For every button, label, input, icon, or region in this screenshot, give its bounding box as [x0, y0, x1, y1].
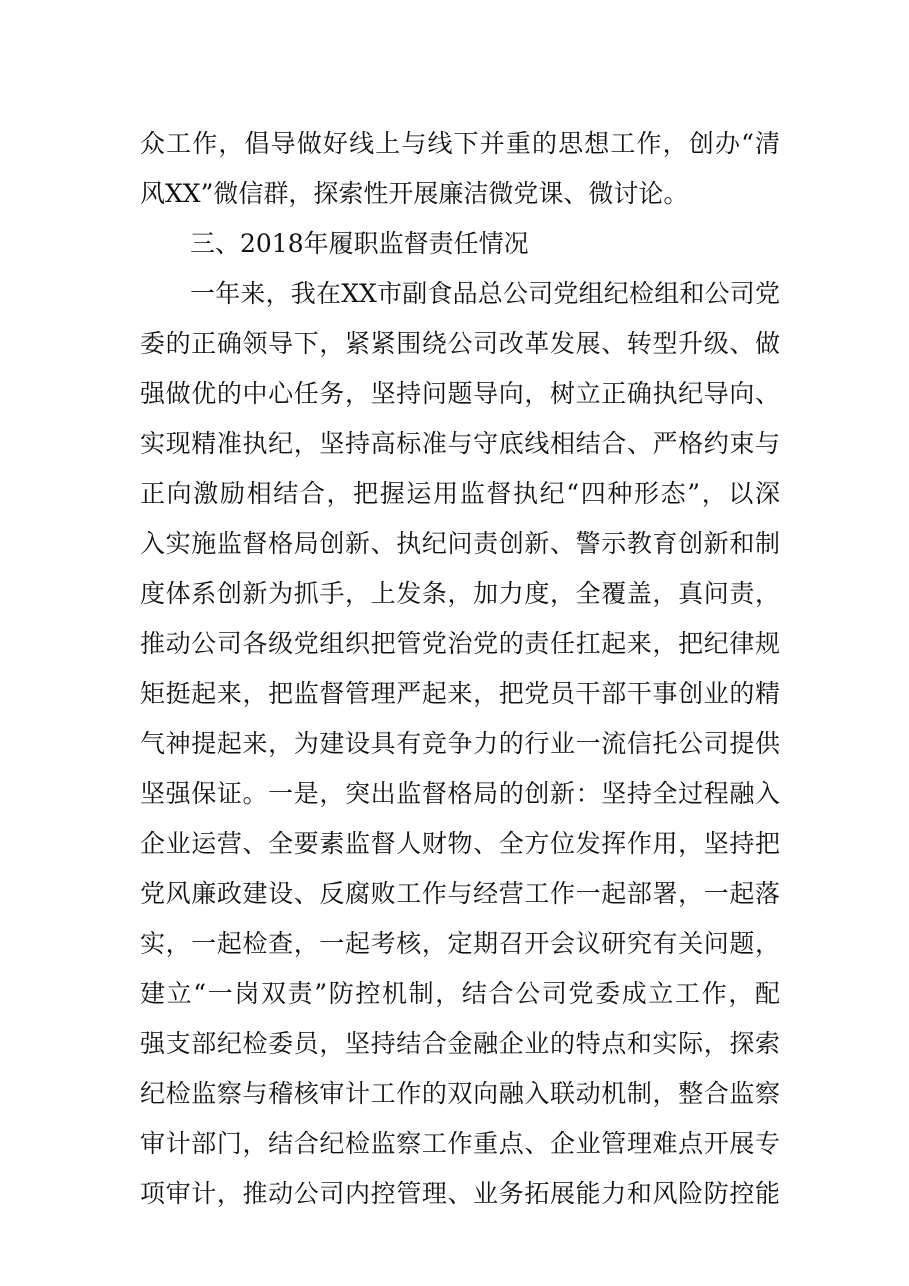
text-line: 气神提起来，为建设具有竞争力的行业一流信托公司提供: [140, 729, 780, 758]
text-line: 风XX”微信群，探索性开展廉洁微党课、微讨论。: [140, 179, 689, 208]
text-line: 党风廉政建设、反腐败工作与经营工作一起部署，一起落: [140, 879, 780, 908]
text-line: 正向激励相结合，把握运用监督执纪“四种形态”，以深: [140, 479, 780, 508]
text-line: 度体系创新为抓手，上发条，加力度，全覆盖，真问责，: [140, 579, 780, 608]
section-heading: 三、2018年履职监督责任情况: [190, 229, 529, 258]
text-line: 众工作，倡导做好线上与线下并重的思想工作，创办“清: [140, 129, 780, 158]
text-line: 实，一起检查，一起考核，定期召开会议研究有关问题，: [140, 929, 780, 958]
text-line: 推动公司各级党组织把管党治党的责任扛起来，把纪律规: [140, 629, 780, 658]
text-line: 矩挺起来，把监督管理严起来，把党员干部干事创业的精: [140, 679, 780, 708]
text-line: 纪检监察与稽核审计工作的双向融入联动机制，整合监察: [140, 1079, 780, 1108]
text-line: 审计部门，结合纪检监察工作重点、企业管理难点开展专: [140, 1129, 780, 1158]
text-line: 入实施监督格局创新、执纪问责创新、警示教育创新和制: [140, 529, 780, 558]
paragraph-first-line: 一年来，我在XX市副食品总公司党组纪检组和公司党: [190, 279, 780, 308]
text-line: 强做优的中心任务，坚持问题导向，树立正确执纪导向、: [140, 379, 780, 408]
text-line: 企业运营、全要素监督人财物、全方位发挥作用，坚持把: [140, 829, 780, 858]
text-line: 实现精准执纪，坚持高标准与守底线相结合、严格约束与: [140, 429, 780, 458]
text-line: 坚强保证。一是，突出监督格局的创新：坚持全过程融入: [140, 779, 780, 808]
text-line: 项审计，推动公司内控管理、业务拓展能力和风险防控能: [140, 1179, 780, 1208]
text-line: 委的正确领导下，紧紧围绕公司改革发展、转型升级、做: [140, 329, 780, 358]
text-line: 建立“一岗双责”防控机制，结合公司党委成立工作，配: [140, 979, 780, 1008]
text-line: 强支部纪检委员，坚持结合金融企业的特点和实际，探索: [140, 1029, 780, 1058]
